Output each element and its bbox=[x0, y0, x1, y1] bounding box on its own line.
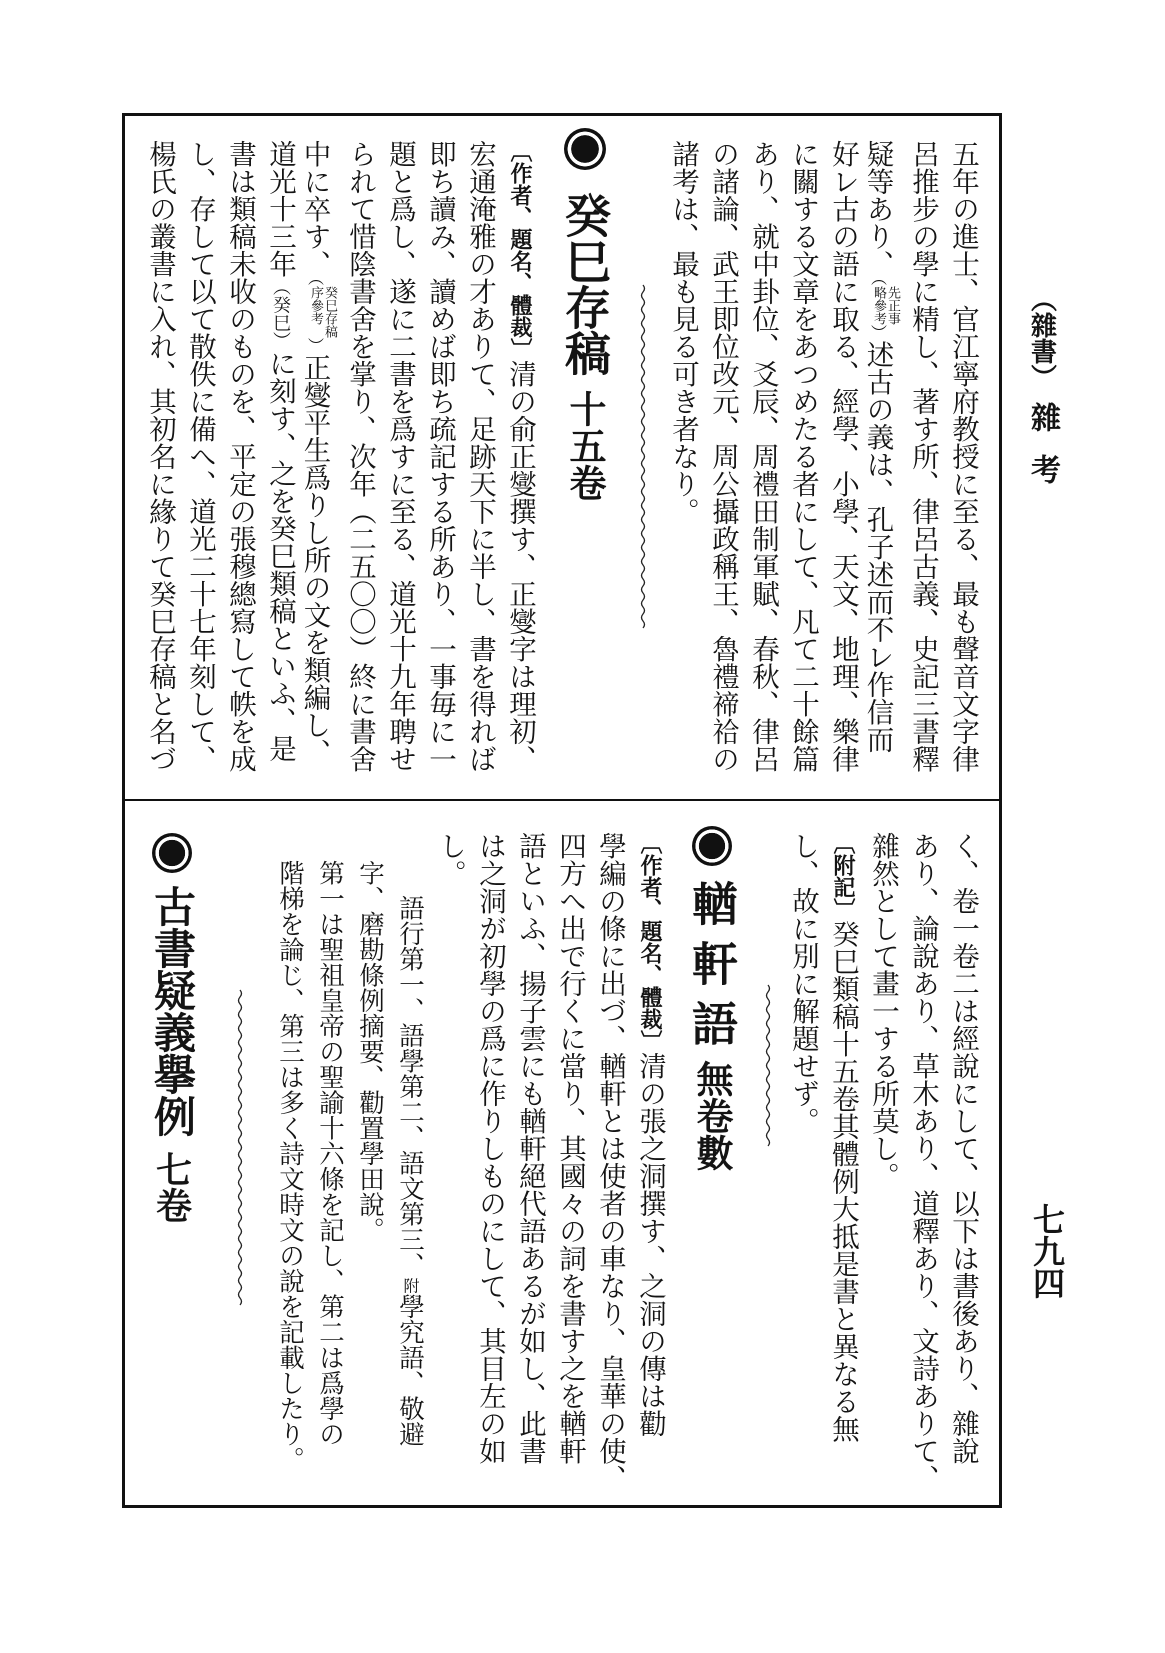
text-segment: 癸巳類稿十五卷其體例大抵是書と異なる無 bbox=[827, 920, 859, 1443]
next-entry-heading bbox=[146, 833, 198, 1223]
text-line: し、存して以て散佚に備へ、道光二十七年刻して、 bbox=[184, 140, 216, 773]
text-line bbox=[634, 832, 666, 1437]
page-number: 七九四 bbox=[1028, 1203, 1066, 1299]
text-line bbox=[264, 140, 296, 762]
text-line: は之洞が初學の爲に作りしものにして、其目左の如 bbox=[474, 832, 506, 1465]
running-header-title: 雜考 bbox=[1025, 402, 1060, 506]
text-segment: 正燮平生爲りし所の文を類編し、 bbox=[298, 353, 331, 766]
annotation-open: （ bbox=[868, 277, 888, 286]
text-line: 階梯を論じ、第三は多く詩文時文の說を記載したり。 bbox=[275, 860, 305, 1472]
section-divider bbox=[122, 799, 1002, 801]
text-line: 好レ古の語に取る、經學、小學、天文、地理、樂律 bbox=[827, 140, 859, 773]
annotation-line: 癸巳存稿 bbox=[322, 285, 337, 338]
entry-title: 輶軒語 bbox=[685, 880, 739, 1060]
annotation-close: ） bbox=[868, 324, 888, 341]
text-line: し、故に別に解題せず。 bbox=[787, 832, 819, 1135]
text-line: 書は類稿未收のものを、平定の張穆總寫して帙を成 bbox=[224, 140, 256, 773]
entry-heading bbox=[686, 826, 738, 1171]
wavy-divider bbox=[235, 990, 245, 1305]
annotation-close: ） bbox=[305, 337, 325, 354]
text-segment: 清の張之洞撰す、之洞の傳は勸 bbox=[634, 1052, 666, 1437]
text-line: 題と爲し、遂に二書を爲すに至る、道光十九年聘せ bbox=[384, 140, 416, 773]
entry-volumes: 十五卷 bbox=[563, 390, 607, 501]
text-line bbox=[504, 140, 536, 773]
text-line: 語といふ、揚子雲にも輶軒絕代語あるが如し、此書 bbox=[514, 832, 546, 1465]
text-line bbox=[827, 832, 859, 1443]
entry-volumes: 七卷 bbox=[150, 1151, 193, 1223]
text-line: 呂推步の學に精し、著す所、律呂古義、史記三書釋 bbox=[907, 140, 939, 773]
entry-title: 古書疑義擧例 bbox=[148, 885, 197, 1137]
text-segment: 疑等あり、 bbox=[861, 140, 894, 278]
entry-title: 癸巳存稿 bbox=[558, 192, 612, 376]
text-line: あり、論說あり、草木あり、道釋あり、文詩ありて、 bbox=[907, 832, 939, 1492]
text-line bbox=[298, 140, 337, 766]
inline-annotation: （癸巳） bbox=[270, 277, 291, 350]
annotation-line: 序參考 bbox=[308, 285, 323, 325]
running-header-section: （雜書） bbox=[1026, 286, 1057, 390]
contents-line bbox=[394, 895, 426, 1447]
section-label: 〔作者、題名、體裁〕 bbox=[637, 832, 663, 1052]
annotation-line: 先正事 bbox=[885, 285, 900, 325]
text-line bbox=[861, 140, 900, 753]
section-label: 〔作者、題名、體裁〕 bbox=[507, 140, 533, 360]
text-line: 學編の條に出づ、輶軒とは使者の車なり、皇華の使、 bbox=[594, 832, 626, 1492]
text-segment: 述古の義は、孔子述而不レ作信而 bbox=[861, 340, 894, 753]
text-segment: 清の俞正燮撰す、正燮字は理初、 bbox=[504, 360, 536, 773]
text-line: 四方へ出で行くに當り、其國々の詞を書す之を輶軒 bbox=[554, 832, 586, 1465]
entry-heading bbox=[559, 128, 611, 501]
annotation-open: （ bbox=[305, 277, 325, 286]
inline-annotation bbox=[308, 286, 336, 338]
bullseye-bullet-icon bbox=[564, 128, 606, 170]
text-line: の諸論、武王即位改元、周公攝政稱王、魯禮禘祫の bbox=[707, 140, 739, 773]
text-line: 諸考は、最も見る可き者なり。 bbox=[667, 140, 699, 525]
contents-line: 字、磨勘條例摘要、勸置學田說。 bbox=[355, 860, 385, 1243]
text-segment: に刻す、之を癸巳類稿といふ、是 bbox=[264, 349, 296, 762]
text-line: 楊氏の叢書に入れ、其初名に緣りて癸巳存稿と名づ bbox=[144, 140, 176, 773]
text-segment: 語行第一、語學第二、語文第三、 bbox=[395, 895, 425, 1278]
bullseye-bullet-icon bbox=[152, 833, 192, 873]
text-line: に關する文章をあつめたる者にして、凡て二十餘篇 bbox=[787, 140, 819, 773]
text-segment: 學究語、敬避 bbox=[395, 1293, 425, 1447]
text-line: 宏通淹雅の才ありて、足跡天下に半し、書を得れば bbox=[464, 140, 496, 773]
text-line: 第一は聖祖皇帝の聖諭十六條を記し、第二は爲學の bbox=[315, 860, 345, 1447]
text-line: く、卷一卷二は經說にして、以下は書後あり、雜說 bbox=[947, 832, 979, 1465]
text-line: し。 bbox=[434, 832, 466, 887]
text-line: あり、就中卦位、爻辰、周禮田制軍賦、春秋、律呂 bbox=[747, 140, 779, 773]
bullseye-bullet-icon bbox=[692, 826, 732, 866]
text-segment: 道光十三年 bbox=[264, 140, 296, 278]
text-line: られて惜陰書舍を掌り、次年（二五〇〇）終に書舍 bbox=[344, 140, 376, 773]
wavy-divider bbox=[638, 285, 648, 625]
appended-marker: 附 bbox=[401, 1277, 420, 1294]
inline-annotation bbox=[871, 286, 899, 325]
entry-volumes: 無卷數 bbox=[690, 1060, 734, 1171]
appendix-label: 〔附記〕 bbox=[830, 832, 856, 920]
running-header bbox=[1025, 286, 1059, 506]
text-segment: 中に卒す、 bbox=[298, 140, 331, 278]
text-line: 雜然として畫一する所莫し。 bbox=[867, 832, 899, 1190]
annotation-line: 略參考 bbox=[871, 285, 886, 325]
wavy-divider bbox=[763, 985, 773, 1145]
text-line: 五年の進士、官江寧府教授に至る、最も聲音文字律 bbox=[947, 140, 979, 773]
text-line: 即ち讀み、讀めば即ち疏記する所あり、一事毎に一 bbox=[424, 140, 456, 773]
